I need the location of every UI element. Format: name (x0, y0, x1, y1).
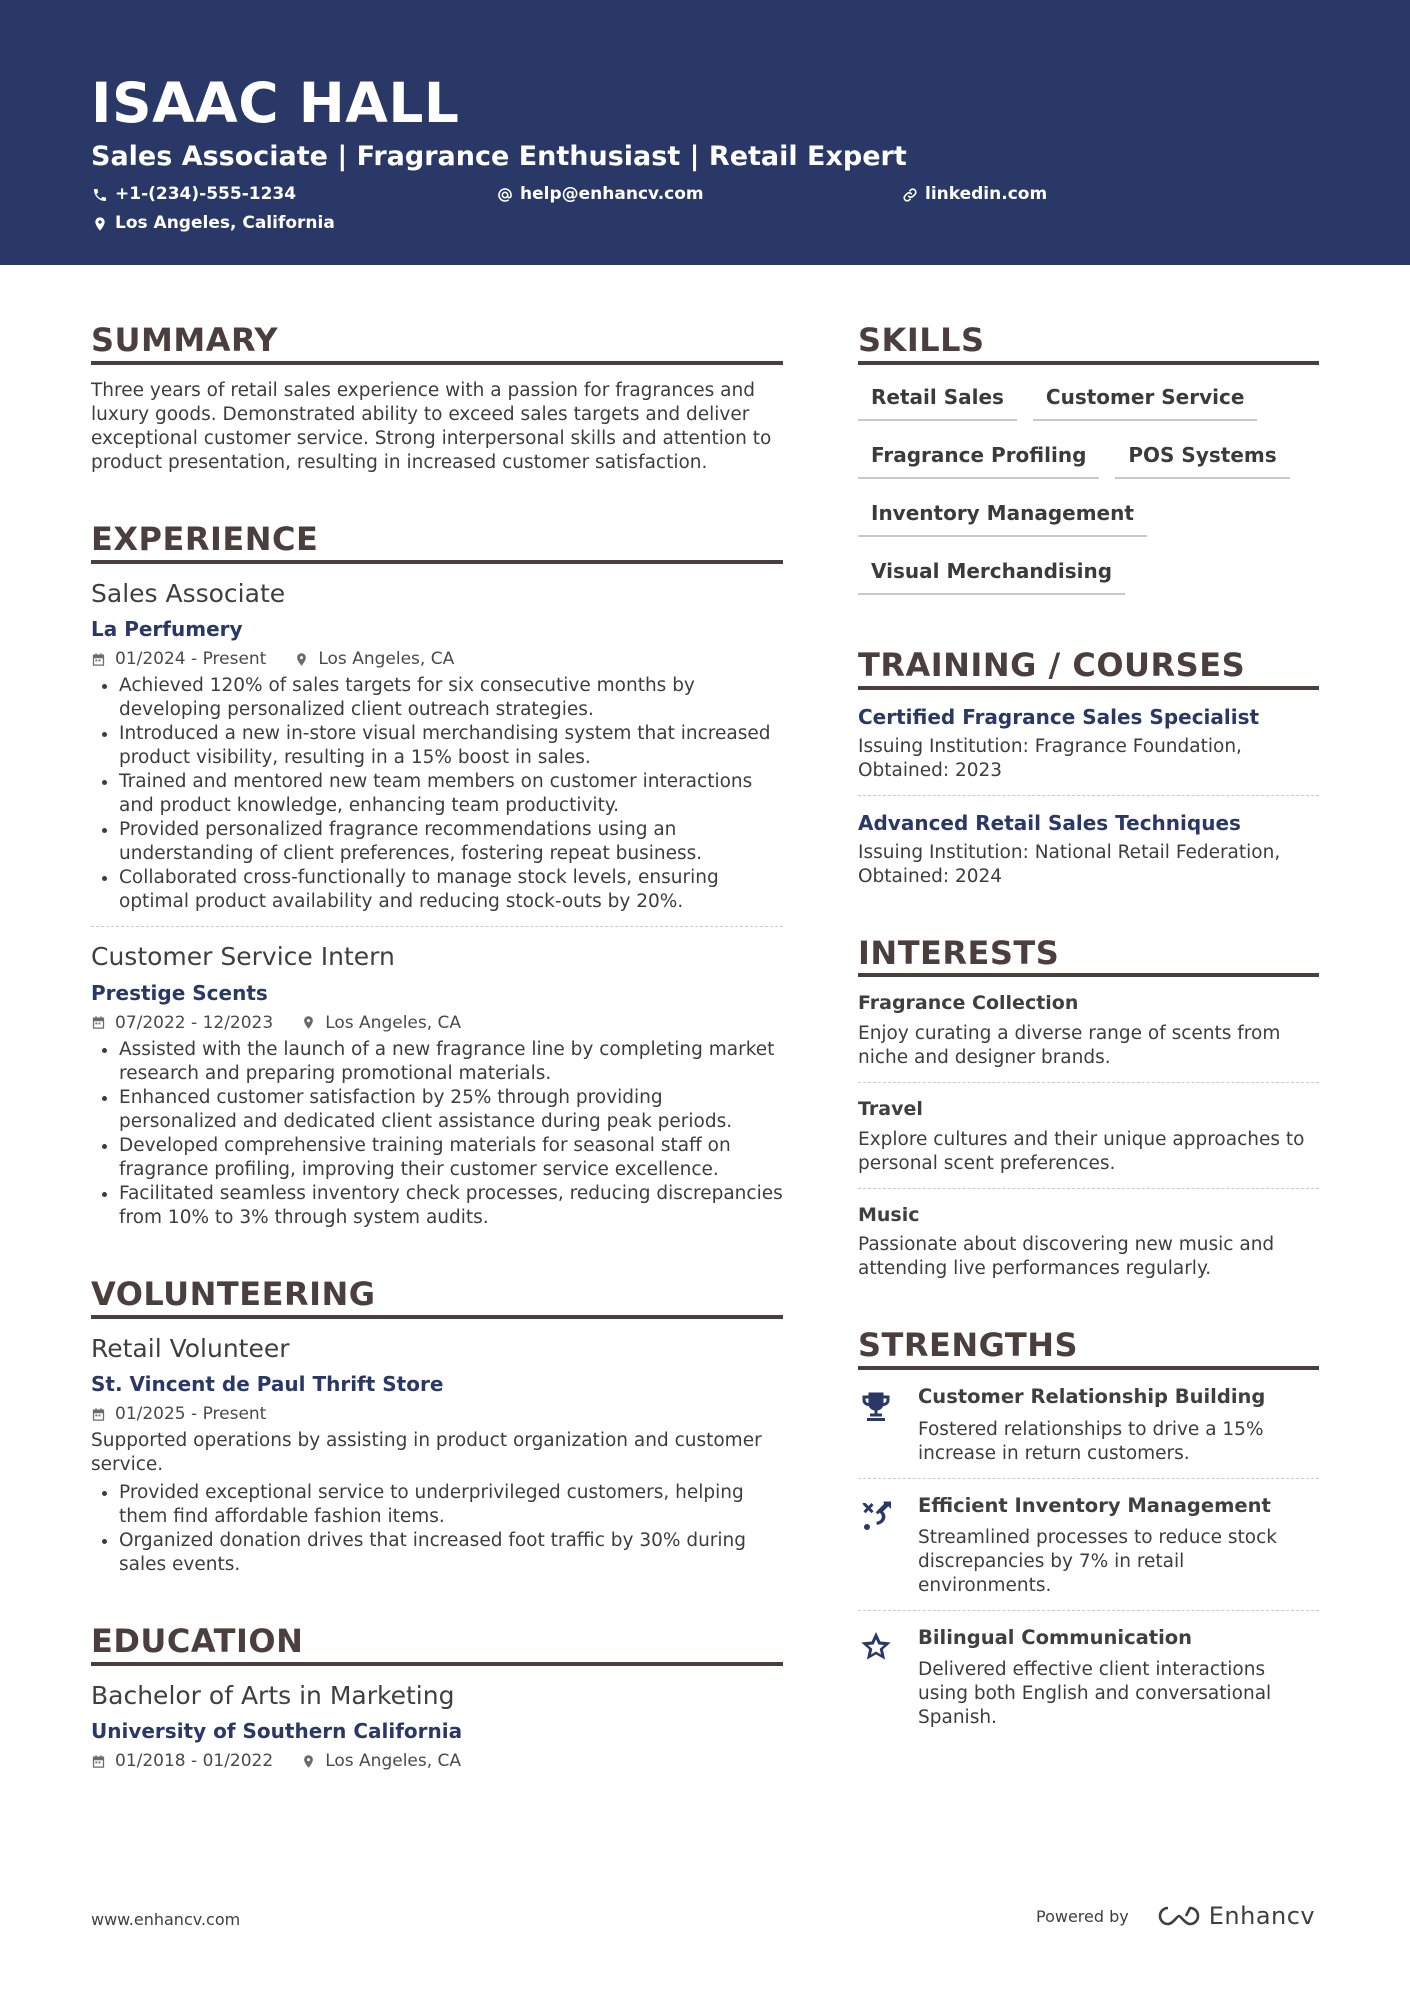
skills-list (858, 379, 1319, 611)
interest-entry (858, 1203, 1319, 1282)
job-location (294, 648, 454, 670)
education-section (91, 1623, 783, 1772)
location-pin-icon (301, 1754, 316, 1769)
strength-name: Customer Relationship Building (918, 1385, 1266, 1409)
course-detail: Issuing Institution: Fragrance Foundation, Obtained: 2023 (858, 735, 1242, 781)
summary-heading: SUMMARY (91, 322, 783, 365)
entry-divider (858, 1610, 1319, 1611)
experience-heading: EXPERIENCE (91, 521, 783, 564)
entry-divider (858, 1478, 1319, 1479)
candidate-headline: Sales Associate | Fragrance Enthusiast | Retail Expert (91, 141, 907, 172)
volunteer-meta (91, 1403, 783, 1425)
interest-name: Music (858, 1203, 920, 1226)
strength-name: Efficient Inventory Management (918, 1493, 1271, 1517)
bullet-item: • Enhanced customer satisfaction by 25% through providing personalized and dedicated client assistance during peak periods. (119, 1086, 783, 1134)
skills-section (858, 322, 1319, 611)
left-column (91, 322, 783, 1821)
course-entry (858, 810, 1319, 889)
entry-divider (858, 795, 1319, 796)
strengths-section (858, 1327, 1319, 1730)
experience-entry (91, 941, 783, 1230)
education-dates (91, 1750, 273, 1772)
entry-divider (91, 926, 783, 927)
strength-entry (858, 1384, 1319, 1465)
strength-icon-wrap (858, 1625, 918, 1730)
phone-icon (92, 187, 108, 203)
strength-desc: Fostered relationships to drive a 15% increase in return customers. (918, 1418, 1264, 1464)
skill-tag: Retail Sales (858, 379, 1017, 421)
strength-entry (858, 1625, 1319, 1730)
summary-section (91, 322, 783, 475)
strength-icon-wrap (858, 1493, 918, 1598)
contact-email[interactable] (497, 186, 704, 203)
school-name: University of Southern California (91, 1719, 463, 1744)
experience-section (91, 521, 783, 1230)
calendar-icon (91, 1754, 106, 1769)
volunteer-dates-text: 01/2025 - Present (115, 1404, 267, 1425)
volunteer-dates (91, 1403, 266, 1425)
location-pin-icon (301, 1015, 316, 1030)
job-location-text: Los Angeles, CA (325, 1012, 462, 1033)
bullet-item: • Collaborated cross-functionally to manage stock levels, ensuring optimal product availability and reducing stock-outs by 20%. (119, 866, 783, 914)
entry-divider (858, 1188, 1319, 1189)
brand-name: Enhancv (1208, 1902, 1316, 1930)
skill-tag: Customer Service (1033, 379, 1258, 421)
bullet-item: • Provided personalized fragrance recommendations using an understanding of client preferences, fostering repeat business. (119, 818, 783, 866)
trophy-icon (858, 1388, 894, 1424)
education-meta (91, 1750, 783, 1772)
bullet-item: • Introduced a new in-store visual merchandising system that increased product visibility, resulting in a 15% boost in sales. (119, 722, 783, 770)
enhancv-logo-icon (1155, 1903, 1203, 1929)
volunteer-bullets (91, 1481, 783, 1577)
skills-heading: SKILLS (858, 322, 1319, 365)
resume-header (0, 0, 1410, 265)
contact-phone (92, 186, 296, 203)
strategy-icon (858, 1497, 894, 1533)
experience-entry (91, 578, 783, 915)
summary-text: Three years of retail sales experience with a passion for fragrances and luxury goods. Demonstrated ability to exceed sales targets and deliver exceptional customer service. Strong interpersonal skills and attention to product presentation, resulting in increased customer satisfaction. (91, 379, 772, 473)
training-heading: TRAINING / COURSES (858, 647, 1319, 690)
bullet-item: • Facilitated seamless inventory check processes, reducing discrepancies from 10% to 3% through system audits. (119, 1182, 783, 1230)
job-title: Sales Associate (91, 578, 286, 608)
course-entry (858, 704, 1319, 783)
interest-entry (858, 1097, 1319, 1176)
bullet-item: • Developed comprehensive training materials for seasonal staff on fragrance profiling, improving their customer service excellence. (119, 1134, 783, 1182)
location-pin-icon (294, 652, 309, 667)
strength-icon-wrap (858, 1384, 918, 1465)
job-dates-text: 01/2024 - Present (115, 649, 267, 670)
education-location-text: Los Angeles, CA (325, 1751, 462, 1772)
job-meta (91, 648, 783, 670)
contact-linkedin[interactable] (902, 186, 1047, 203)
strength-entry (858, 1493, 1319, 1598)
powered-by-label: Powered by (1036, 1906, 1129, 1926)
job-dates (91, 1012, 273, 1034)
location-pin-icon (92, 216, 108, 232)
footer-branding (1036, 1902, 1315, 1930)
bullet-item: • Provided exceptional service to underprivileged customers, helping them find affordable fashion items. (119, 1481, 783, 1529)
job-dates-text: 07/2022 - 12/2023 (115, 1012, 274, 1033)
volunteer-org: St. Vincent de Paul Thrift Store (91, 1372, 444, 1397)
interest-entry (858, 991, 1319, 1070)
calendar-icon (91, 652, 106, 667)
training-section (858, 647, 1319, 889)
interests-heading: INTERESTS (858, 935, 1319, 978)
interest-name: Fragrance Collection (858, 992, 1079, 1015)
interest-desc: Passionate about discovering new music and attending live performances regularly. (858, 1234, 1275, 1280)
job-location (301, 1012, 461, 1034)
degree-name: Bachelor of Arts in Marketing (91, 1680, 455, 1710)
company-name: La Perfumery (91, 617, 243, 642)
skill-tag: POS Systems (1115, 437, 1289, 479)
entry-divider (858, 1082, 1319, 1083)
job-bullets (91, 674, 783, 914)
course-name: Advanced Retail Sales Techniques (858, 810, 1241, 835)
candidate-name: ISAAC HALL (91, 71, 460, 135)
job-bullets (91, 1038, 783, 1230)
skill-tag: Fragrance Profiling (858, 437, 1099, 479)
footer-website[interactable]: www.enhancv.com (91, 1910, 241, 1929)
volunteer-role: Retail Volunteer (91, 1333, 290, 1363)
bullet-item: • Assisted with the launch of a new fragrance line by completing market research and preparing promotional materials. (119, 1038, 783, 1086)
skill-tag: Visual Merchandising (858, 553, 1125, 595)
volunteering-heading: VOLUNTEERING (91, 1276, 783, 1319)
at-icon (497, 187, 513, 203)
job-location-text: Los Angeles, CA (318, 649, 455, 670)
strength-desc: Streamlined processes to reduce stock discrepancies by 7% in retail environments. (918, 1526, 1277, 1596)
company-name: Prestige Scents (91, 980, 268, 1005)
location-text: Los Angeles, California (115, 213, 335, 233)
job-meta (91, 1012, 783, 1034)
calendar-icon (91, 1407, 106, 1422)
education-location (301, 1750, 461, 1772)
interest-name: Travel (858, 1098, 923, 1121)
bullet-item: • Trained and mentored new team members on customer interactions and product knowledge, enhancing team productivity. (119, 770, 783, 818)
interest-desc: Enjoy curating a diverse range of scents from niche and designer brands. (858, 1023, 1281, 1069)
bullet-item: • Achieved 120% of sales targets for six consecutive months by developing personalized client outreach strategies. (119, 674, 783, 722)
volunteer-summary: Supported operations by assisting in product organization and customer service. (91, 1430, 762, 1476)
strength-desc: Delivered effective client interactions using both English and conversational Spanish. (918, 1659, 1272, 1729)
interests-section (858, 935, 1319, 1282)
strengths-heading: STRENGTHS (858, 1327, 1319, 1370)
email-text[interactable]: help@enhancv.com (520, 184, 704, 204)
job-title: Customer Service Intern (91, 942, 395, 972)
contact-location (92, 215, 335, 232)
skill-tag: Inventory Management (858, 495, 1147, 537)
calendar-icon (91, 1015, 106, 1030)
linkedin-text[interactable]: linkedin.com (925, 184, 1048, 204)
interest-desc: Explore cultures and their unique approaches to personal scent preferences. (858, 1128, 1305, 1174)
bullet-item: • Organized donation drives that increased foot traffic by 30% during sales events. (119, 1529, 783, 1577)
course-detail: Issuing Institution: National Retail Federation, Obtained: 2024 (858, 841, 1281, 887)
phone-text: +1-(234)-555-1234 (115, 184, 297, 204)
job-dates (91, 648, 266, 670)
brand-logo[interactable] (1155, 1902, 1315, 1930)
star-icon (858, 1629, 894, 1665)
right-column (858, 322, 1319, 1778)
course-name: Certified Fragrance Sales Specialist (858, 704, 1260, 729)
education-dates-text: 01/2018 - 01/2022 (115, 1751, 274, 1772)
volunteering-section (91, 1276, 783, 1577)
strength-name: Bilingual Communication (918, 1625, 1193, 1649)
education-heading: EDUCATION (91, 1623, 783, 1666)
link-icon (902, 187, 918, 203)
